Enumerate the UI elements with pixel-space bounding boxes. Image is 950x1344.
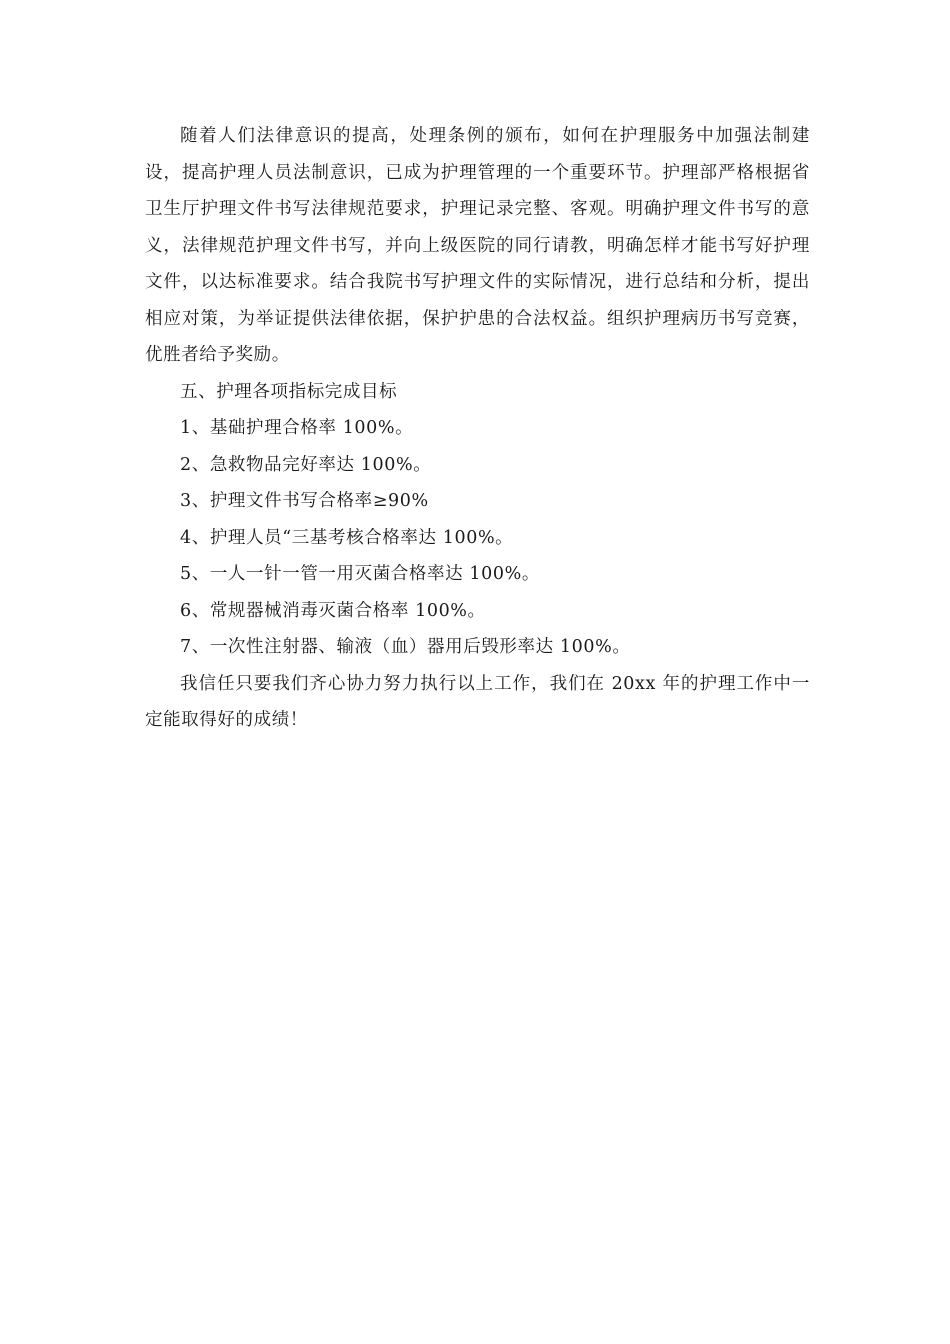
closing-paragraph: 我信任只要我们齐心协力努力执行以上工作，我们在 20xx 年的护理工作中一定能取得好的成绩！: [145, 673, 810, 730]
list-item: 7、一次性注射器、输液（血）器用后毁形率达 100%。: [180, 637, 631, 657]
paragraph-legal-awareness: 随着人们法律意识的提高，处理条例的颁布，如何在护理服务中加强法制建设，提高护理人员法制意识，已成为护理管理的一个重要环节。护理部严格根据省卫生厅护理文件书写法律规范要求，护理记录完整、客观。明确护理文件书写的意义，法律规范护理文件书写，并向上级医院的同行请教，明确怎样才能书写好护理文件，以达标准要求。结合我院书写护理文件的实际情况，进行总结和分析，提出相应对策，为举证提供法律依据，保护护患的合法权益。组织护理病历书写竞赛，优胜者给予奖励。: [145, 126, 810, 365]
list-item: 5、一人一针一管一用灭菌合格率达 100%。: [180, 564, 540, 584]
list-item: 1、基础护理合格率 100%。: [180, 418, 414, 438]
list-item: 3、护理文件书写合格率≥90%: [180, 491, 429, 511]
list-item: 6、常规器械消毒灭菌合格率 100%。: [180, 600, 486, 621]
list-item: 4、护理人员“三基考核合格率达 100%。: [180, 527, 514, 548]
section-heading: 五、护理各项指标完成目标: [180, 381, 398, 402]
list-item: 2、急救物品完好率达 100%。: [180, 454, 432, 475]
document-body: [145, 118, 810, 739]
